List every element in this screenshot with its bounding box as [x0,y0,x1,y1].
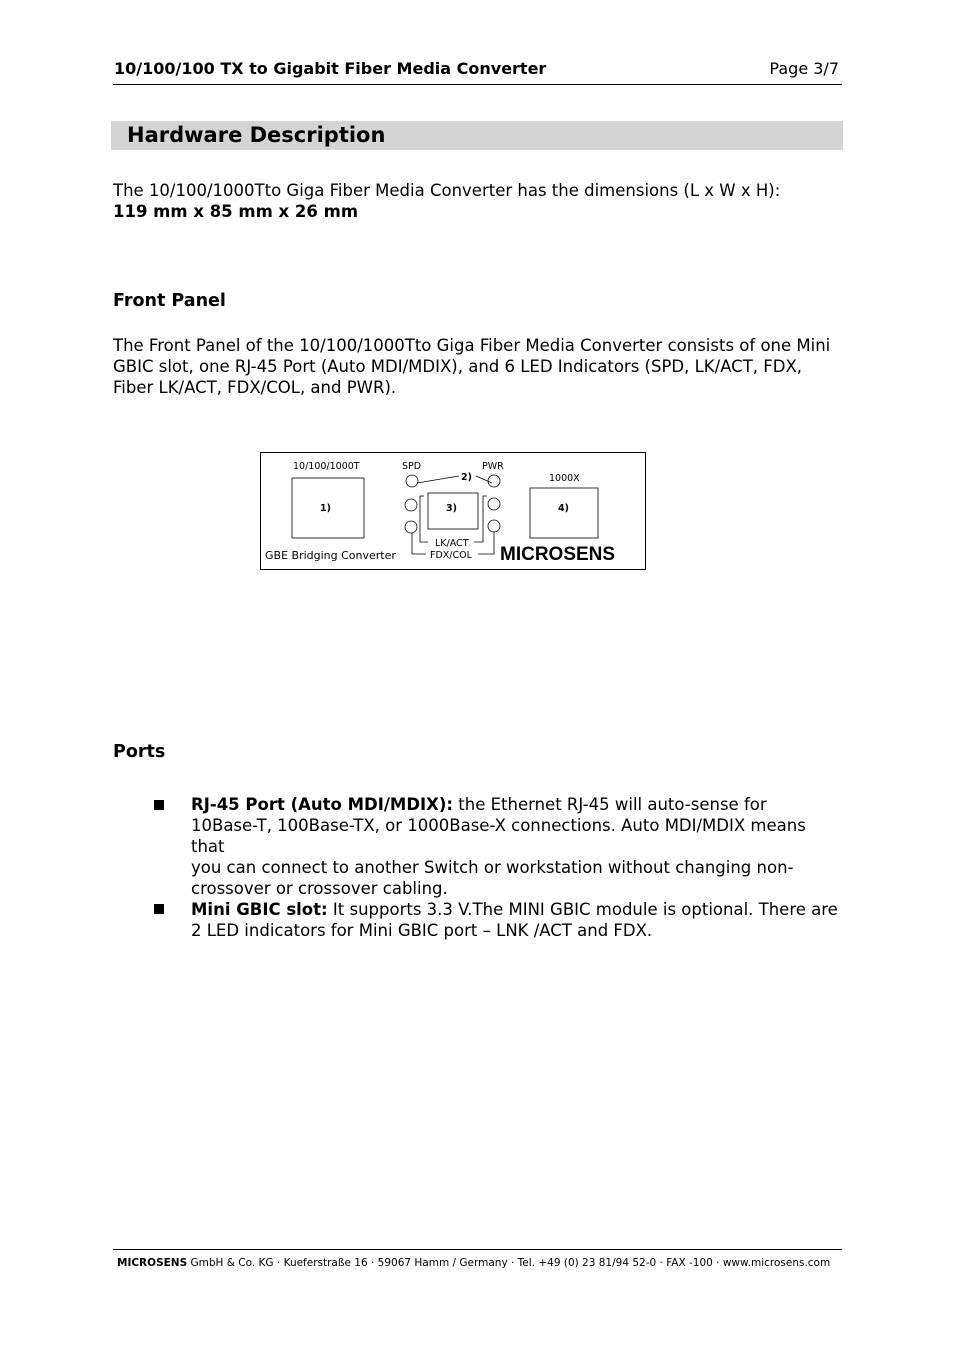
footer-text [117,1257,830,1269]
front-panel-paragraph [113,335,838,398]
port-1-label: 1) [320,503,331,514]
footer-brand: MICROSENS [117,1257,188,1269]
diagram-caption: GBE Bridging Converter [265,549,396,562]
label-1000x: 1000X [549,473,580,484]
document-title: 10/100/100 TX to Gigabit Fiber Media Converter [114,59,547,78]
rj45-line: crossover or crossover cabling. [191,879,448,898]
page-footer [113,1249,842,1269]
label-pwr: PWR [482,461,504,472]
footer-address: GmbH & Co. KG · Kueferstraße 16 · 59067 Hamm / Germany · Tel. +49 (0) 23 81/94 52-0 · FAX -100 · www.microsens.com [187,1257,831,1269]
label-lk-act: LK/ACT [435,538,469,549]
label-rj45: 10/100/1000T [293,461,360,472]
section-heading-bar [111,121,843,150]
ports-list-item [191,899,841,941]
page-header [113,58,842,85]
gbic-term: Mini GBIC slot: [191,900,328,919]
gbic-line: 2 LED indicators for Mini GBIC port – LNK /ACT and FDX. [191,921,653,940]
rj45-line: 10Base-T, 100Base-TX, or 1000Base-X connections. Auto MDI/MDIX means that [191,816,806,856]
microsens-logo: MICROSENS [500,544,616,565]
port-3-label: 3) [446,503,457,514]
section-title: Hardware Description [127,123,386,147]
front-panel-line: GBIC slot, one RJ-45 Port (Auto MDI/MDIX), and 6 LED Indicators (SPD, LK/ACT, FDX, [113,357,803,376]
label-spd: SPD [402,461,422,472]
ports-heading: Ports [113,742,166,762]
page-number: Page 3/7 [769,59,839,78]
rj45-line: you can connect to another Switch or workstation without changing non- [191,858,794,877]
bullet-icon [154,800,164,810]
intro-text: The 10/100/1000Tto Giga Fiber Media Converter has the dimensions (L x W x H): [113,181,781,200]
front-panel-line: The Front Panel of the 10/100/1000Tto Giga Fiber Media Converter consists of one Mini [113,336,831,355]
rj45-first-line: the Ethernet RJ-45 will auto-sense for [458,795,767,814]
label-2: 2) [461,472,472,483]
front-panel-line: Fiber LK/ACT, FDX/COL, and PWR). [113,378,397,397]
front-panel-heading: Front Panel [113,291,226,311]
bullet-icon [154,904,164,914]
dimensions-value: 119 mm x 85 mm x 26 mm [113,202,359,221]
port-4-label: 4) [558,503,569,514]
ports-list-item [191,794,841,899]
front-panel-diagram [260,452,646,570]
gbic-first-line: It supports 3.3 V.The MINI GBIC module is optional. There are [332,900,838,919]
intro-paragraph [113,180,838,222]
label-fdx-col: FDX/COL [430,550,472,561]
rj45-term: RJ-45 Port (Auto MDI/MDIX): [191,795,454,814]
